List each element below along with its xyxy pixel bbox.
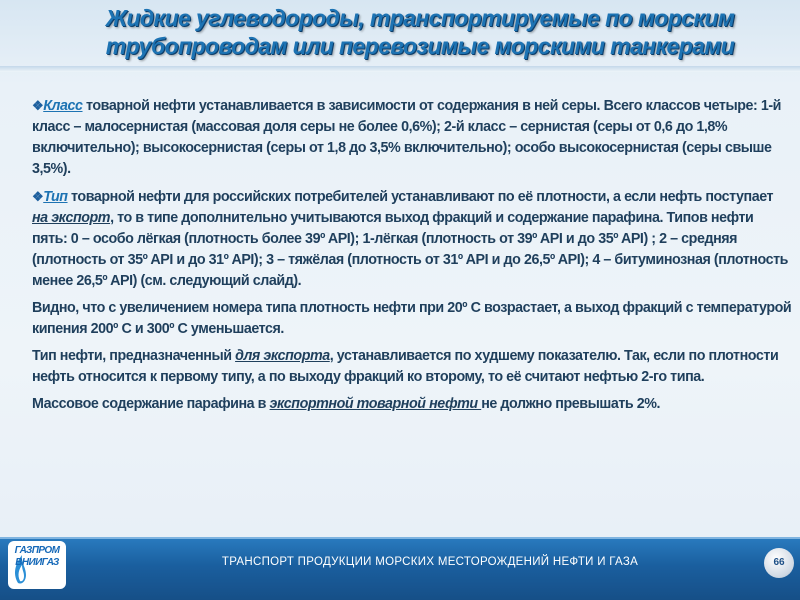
paragraph-paraffin: [32, 394, 792, 415]
export-link[interactable]: на экспорт: [32, 210, 111, 226]
paragraph-text: товарной нефти устанавливается в зависимости от содержания в ней серы. Всего классов четыре: 1-й класс – малосернистая (массовая доля серы не более 0,6%); 2-й класс – сернистая (серы от 0,6 до 1,8% включительно); высокосернистая (серы от 1,8 до 3,5% включительно); особо высокосернистая (серы свыше 3,5%).: [32, 98, 781, 177]
page-number: 66: [764, 548, 794, 578]
paragraph-text: , устанавливается по худшему показателю. Так, если по плотности нефть относится к первому типу, а по выходу фракций ко второму, то её считают нефтью 2-го типа.: [32, 348, 779, 385]
paragraph-text: товарной нефти для российских потребителей устанавливают по её плотности, а если нефть поступает: [67, 189, 774, 205]
title-divider: [0, 66, 800, 72]
paragraph-text: Массовое содержание парафина в: [32, 396, 270, 412]
diamond-bullet-icon: ❖: [32, 189, 44, 204]
gazprom-vniigaz-logo: [8, 541, 66, 589]
footer-caption: ТРАНСПОРТ ПРОДУКЦИИ МОРСКИХ МЕСТОРОЖДЕНИЙ НЕФТИ И ГАЗА: [221, 556, 639, 568]
paragraph-text: не должно превышать 2%.: [481, 396, 661, 412]
slide-title: [70, 4, 770, 60]
footer-bar: [0, 537, 800, 600]
lead-word-class: Класс: [43, 98, 83, 114]
paragraph-text: Тип нефти, предназначенный: [32, 348, 236, 364]
footer-divider: [0, 537, 800, 539]
paragraph-class: [32, 95, 792, 180]
diamond-bullet-icon: ❖: [32, 98, 44, 113]
export-link[interactable]: для экспорта: [235, 348, 330, 364]
paragraph-type: [32, 186, 792, 292]
logo-line-1: ГАЗПРОМ: [14, 545, 60, 556]
logo-text: [8, 545, 66, 569]
title-line-2: трубопроводам или перевозимые морскими танкерами: [105, 33, 735, 59]
slide-body: [32, 95, 792, 421]
lead-word-type: Тип: [43, 189, 68, 205]
paragraph-export-type: [32, 346, 792, 388]
paragraph-text: , то в типе дополнительно учитываются выход фракций и содержание парафина. Типов нефти пять: 0 – особо лёгкая (плотность более 39º API); 1-лёгкая (плотность от 39º API и до 35º API) ; 2 – средняя (плотность от 35º API и до 31º API); 3 – тяжёлая (плотность от 31º API и до 26,5º API); 4 – битуминозная (плотность менее 26,5º API) (см. следующий слайд).: [32, 210, 788, 289]
logo-line-2: ВНИИГАЗ: [15, 557, 59, 568]
export-oil-link[interactable]: экспортной товарной нефти: [269, 396, 482, 412]
paragraph-density: Видно, что с увеличением номера типа плотность нефти при 20º С возрастает, а выход фракций с температурой кипения 200º С и 300º С уменьшается.: [32, 300, 792, 337]
title-line-1: Жидкие углеводороды, транспортируемые по морским: [105, 5, 735, 31]
